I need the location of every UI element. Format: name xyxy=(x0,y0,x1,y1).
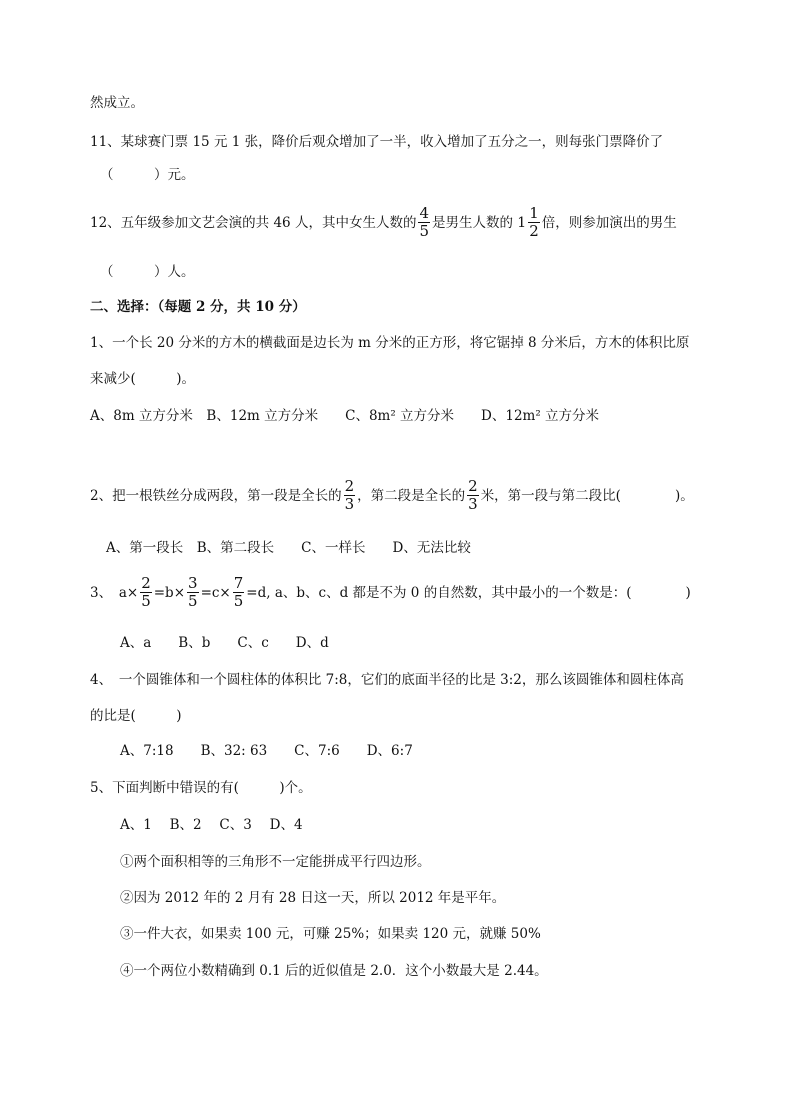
choice-2-text: ，第二段是全长的 xyxy=(357,488,466,504)
question-12-text: 12、五年级参加文艺会演的共 46 人，其中女生人数的 xyxy=(90,215,417,231)
choice-4-options: A、7:18 B、32: 63 C、7:6 D、6:7 xyxy=(120,743,413,759)
choice-3-options: A、a B、b C、c D、d xyxy=(120,635,329,651)
fraction xyxy=(418,205,430,240)
fraction xyxy=(528,205,540,240)
question-12-text: 是男生人数的 xyxy=(432,215,518,231)
mixed-number-whole: 1 xyxy=(517,215,527,231)
question-12-line-1 xyxy=(90,205,677,241)
text-line: 然成立。 xyxy=(90,95,144,111)
fraction-numerator: 2 xyxy=(344,477,355,495)
fraction xyxy=(187,575,199,610)
choice-5-options: A、1 B、2 C、3 D、4 xyxy=(120,817,303,833)
fraction-denominator: 5 xyxy=(419,222,429,240)
choice-2-options: A、第一段长 B、第二段长 C、一样长 D、无法比较 xyxy=(106,540,471,556)
fraction-denominator: 3 xyxy=(468,495,478,513)
question-12-line-2: （ ）人。 xyxy=(100,264,195,280)
statement-4: ④一个两位小数精确到 0.1 后的近似值是 2.0．这个小数最大是 2.44。 xyxy=(120,963,548,979)
fraction-numerator: 3 xyxy=(188,574,198,592)
choice-2-text: 米，第一段与第二段比( )。 xyxy=(480,488,694,504)
fraction-denominator: 2 xyxy=(529,222,539,240)
choice-3-line xyxy=(90,575,691,611)
question-11-line-2: （ ）元。 xyxy=(100,167,195,183)
choice-3-text: =d, a、b、c、d 都是不为 0 的自然数，其中最小的一个数是：( ) xyxy=(246,585,691,601)
choice-1-options: A、8m 立方分米 B、12m 立方分米 C、8m² 立方分米 D、12m² 立方分米 xyxy=(90,408,600,424)
question-11-line-1: 11、某球赛门票 15 元 1 张，降价后观众增加了一半，收入增加了五分之一，则每张门票降价了 xyxy=(90,134,664,150)
fraction xyxy=(140,575,152,610)
question-12-text: 倍，则参加演出的男生 xyxy=(541,215,677,231)
choice-1-line-2: 来减少( )。 xyxy=(90,371,196,387)
choice-4-line-1: 4、 一个圆锥体和一个圆柱体的体积比 7:8，它们的底面半径的比是 3:2，那么该圆锥体和圆柱体高 xyxy=(90,672,684,688)
choice-4-line-2: 的比是( ) xyxy=(90,708,182,724)
fraction xyxy=(344,478,356,513)
fraction xyxy=(233,575,245,610)
statement-3: ③一件大衣，如果卖 100 元，可赚 25%；如果卖 120 元，就赚 50% xyxy=(120,926,541,942)
fraction-numerator: 1 xyxy=(529,204,539,222)
statement-2: ②因为 2012 年的 2 月有 28 日这一天，所以 2012 年是平年。 xyxy=(120,890,506,906)
choice-1-line-1: 1、一个长 20 分米的方木的横截面是边长为 m 分米的正方形，将它锯掉 8 分米后，方木的体积比原 xyxy=(90,335,690,351)
fraction-numerator: 2 xyxy=(468,477,478,495)
statement-1: ①两个面积相等的三角形不一定能拼成平行四边形。 xyxy=(120,854,431,870)
fraction-numerator: 7 xyxy=(233,574,244,592)
fraction-numerator: 2 xyxy=(141,574,151,592)
fraction xyxy=(467,478,479,513)
section-heading: 二、选择：（每题 2 分，共 10 分） xyxy=(90,299,306,315)
choice-3-text: =b× xyxy=(153,585,186,601)
choice-5-line: 5、下面判断中错误的有( )个。 xyxy=(90,780,312,796)
fraction-numerator: 4 xyxy=(419,204,429,222)
choice-2-text: 2、把一根铁丝分成两段，第一段是全长的 xyxy=(90,488,342,504)
fraction-denominator: 3 xyxy=(344,495,355,513)
fraction-denominator: 5 xyxy=(141,592,151,610)
fraction-denominator: 5 xyxy=(233,592,244,610)
choice-3-text: =c× xyxy=(200,585,231,601)
choice-3-text: 3、 a× xyxy=(90,585,139,601)
choice-2-line xyxy=(90,478,694,514)
fraction-denominator: 5 xyxy=(188,592,198,610)
